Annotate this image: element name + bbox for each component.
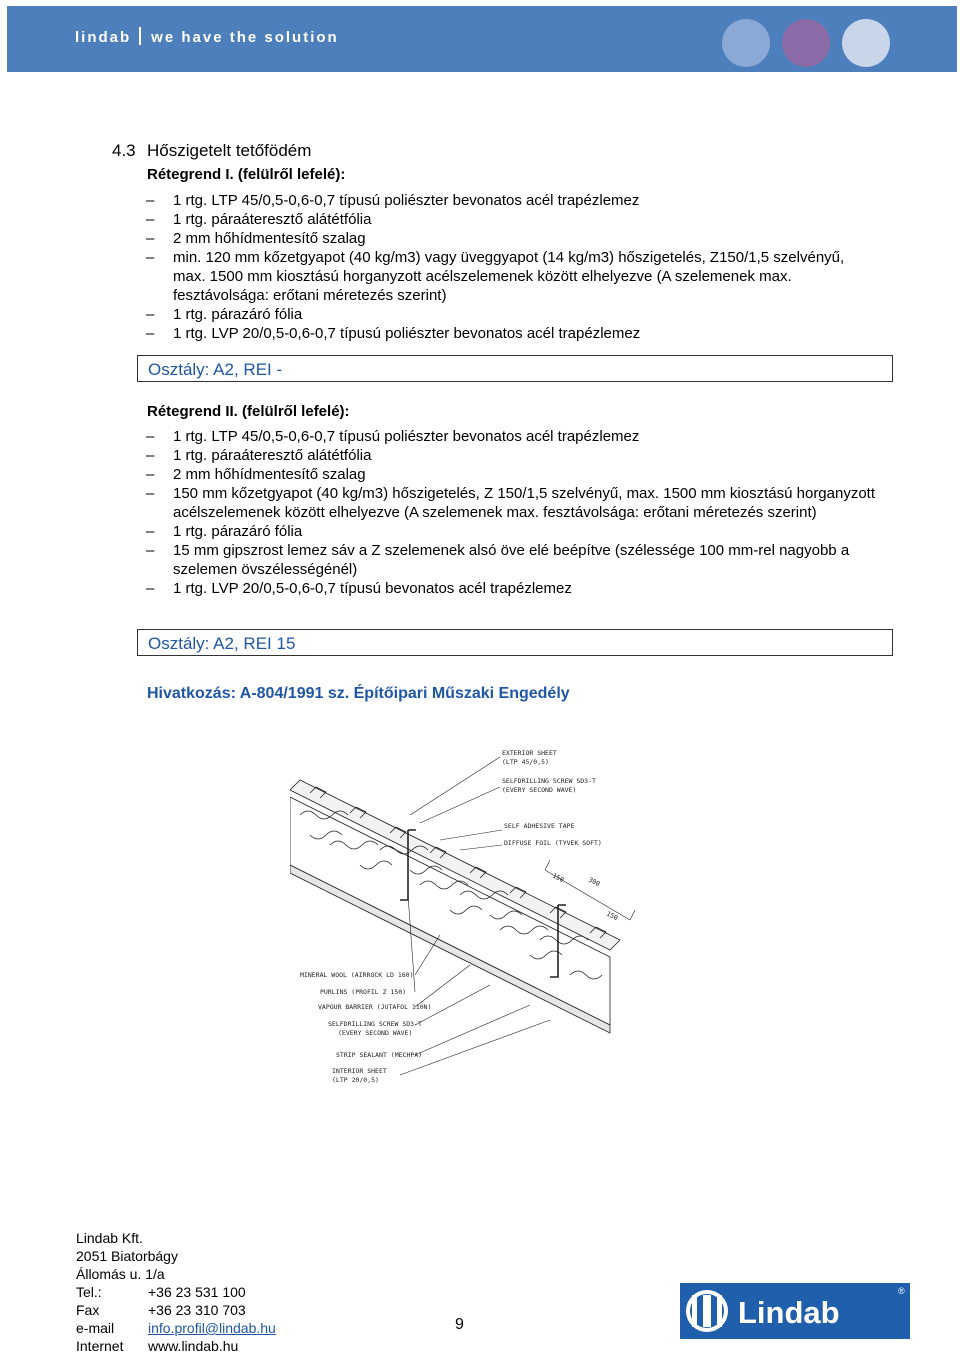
header-dot-pale	[842, 19, 890, 67]
footer-web: www.lindab.hu	[148, 1338, 239, 1354]
list-item: – 1 rtg. LTP 45/0,5-0,6-0,7 típusú poliészter bevonatos acél trapézlemez	[147, 191, 847, 210]
section-title-text: Hőszigetelt tetőfödém	[147, 141, 312, 160]
variant1-class-label: Osztály: A2, REI -	[148, 360, 283, 379]
list-item: – 1 rtg. páraáteresztő alátétfólia	[147, 210, 847, 229]
list-item: – 2 mm hőhídmentesítő szalag	[147, 465, 877, 484]
list-item: – 1 rtg. párazáró fólia	[147, 522, 877, 541]
label-screw-bottom: SELFDRILLING SCREW SD3-T	[328, 1020, 422, 1028]
variant1-heading: Rétegrend I. (felülről lefelé):	[147, 166, 346, 183]
label-purlins: PURLINS (PROFIL Z 150)	[320, 988, 407, 996]
variant2-layer-list	[147, 427, 877, 598]
list-item: – 2 mm hőhídmentesítő szalag	[147, 229, 847, 248]
header-dot-light-blue	[722, 19, 770, 67]
variant1-class-box	[137, 355, 893, 382]
label-vapour: VAPOUR BARRIER (JUTAFOL 110N)	[318, 1003, 432, 1011]
footer-fax-row	[76, 1301, 276, 1319]
label-exterior-sheet: EXTERIOR SHEET	[502, 749, 557, 757]
label-dim-150: 150	[551, 871, 566, 885]
list-item: – 1 rtg. LTP 45/0,5-0,6-0,7 típusú poliészter bevonatos acél trapézlemez	[147, 427, 877, 446]
footer-contact	[76, 1229, 276, 1355]
label-tape: SELF ADHESIVE TAPE	[504, 822, 575, 830]
label-interior-sheet: INTERIOR SHEET	[332, 1067, 387, 1075]
logo-registered-mark: ®	[898, 1286, 905, 1296]
lindab-logo	[680, 1283, 910, 1339]
label-dim-150b: 150	[605, 909, 620, 923]
label-dim-300: 300	[587, 875, 602, 889]
variant2-class-label: Osztály: A2, REI 15	[148, 634, 296, 653]
footer-company: Lindab Kft.	[76, 1230, 143, 1246]
label-exterior-sheet-sub: (LTP 45/0,5)	[502, 758, 549, 766]
footer-web-label: Internet	[76, 1338, 124, 1354]
footer-fax-label: Fax	[76, 1302, 100, 1318]
footer-tel-row	[76, 1283, 276, 1301]
header-bar	[7, 6, 957, 72]
variant2-heading: Rétegrend II. (felülről lefelé):	[147, 403, 350, 420]
footer-street: Állomás u. 1/a	[76, 1266, 165, 1282]
list-item: – min. 120 mm kőzetgyapot (40 kg/m3) vagy üveggyapot (14 kg/m3) hőszigetelés, Z150/1,5 szelvényű, max. 1500 mm kiosztású horganyzott acélszelemenek között elhelyezve (A szelemenek max. fesztávolsága: erőtani méretezés szerint)	[147, 248, 847, 305]
list-item: – 1 rtg. LVP 20/0,5-0,6-0,7 típusú bevonatos acél trapézlemez	[147, 579, 877, 598]
label-screw-bottom-sub: (EVERY SECOND WAVE)	[338, 1029, 413, 1037]
footer-web-row	[76, 1337, 276, 1355]
header-brand	[75, 27, 339, 46]
footer-email-link[interactable]: info.profil@lindab.hu	[148, 1320, 276, 1336]
footer-tel-label: Tel.:	[76, 1284, 102, 1300]
header-separator	[139, 27, 141, 45]
reference-note: Hivatkozás: A-804/1991 sz. Építőipari Műszaki Engedély	[147, 685, 570, 702]
label-mineral-wool: MINERAL WOOL (AIRROCK LD 160)	[300, 971, 414, 979]
label-screw-top: SELFDRILLING SCREW SD3-T	[502, 777, 596, 785]
footer-fax: +36 23 310 703	[148, 1302, 246, 1318]
header-dot-purple	[782, 19, 830, 67]
footer-city: 2051 Biatorbágy	[76, 1248, 178, 1264]
section-number: 4.3	[112, 141, 136, 160]
list-item: – 150 mm kőzetgyapot (40 kg/m3) hőszigetelés, Z 150/1,5 szelvényű, max. 1500 mm kiosztású horganyzott acélszelemenek között elhelyezve (A szelemenek max. fesztávolsága: erőtani méretezés szerint)	[147, 484, 877, 522]
page-number: 9	[455, 1316, 464, 1333]
label-strip: STRIP SEALANT (MECHPA)	[336, 1051, 423, 1059]
brand-slogan: we have the solution	[151, 29, 339, 46]
label-foil: DIFFUSE FOIL (TYVEK SOFT)	[504, 839, 602, 847]
label-interior-sheet-sub: (LTP 20/0,5)	[332, 1076, 379, 1084]
footer-email-label: e-mail	[76, 1320, 115, 1336]
logo-text: Lindab	[738, 1295, 840, 1330]
footer-email-row	[76, 1319, 276, 1337]
roof-section-drawing	[290, 735, 710, 1095]
brand-name: lindab	[75, 29, 132, 46]
section-title	[112, 141, 311, 161]
list-item: – 1 rtg. páraáteresztő alátétfólia	[147, 446, 877, 465]
label-screw-top-sub: (EVERY SECOND WAVE)	[502, 786, 577, 794]
list-item: – 1 rtg. LVP 20/0,5-0,6-0,7 típusú poliészter bevonatos acél trapézlemez	[147, 324, 847, 343]
variant1-layer-list	[147, 191, 847, 343]
footer-tel: +36 23 531 100	[148, 1284, 246, 1300]
list-item: – 1 rtg. párazáró fólia	[147, 305, 847, 324]
list-item: – 15 mm gipszrost lemez sáv a Z szelemenek alsó öve elé beépítve (szélessége 100 mm-rel nagyobb a szelemen övszélességénél)	[147, 541, 877, 579]
variant2-class-box	[137, 629, 893, 656]
